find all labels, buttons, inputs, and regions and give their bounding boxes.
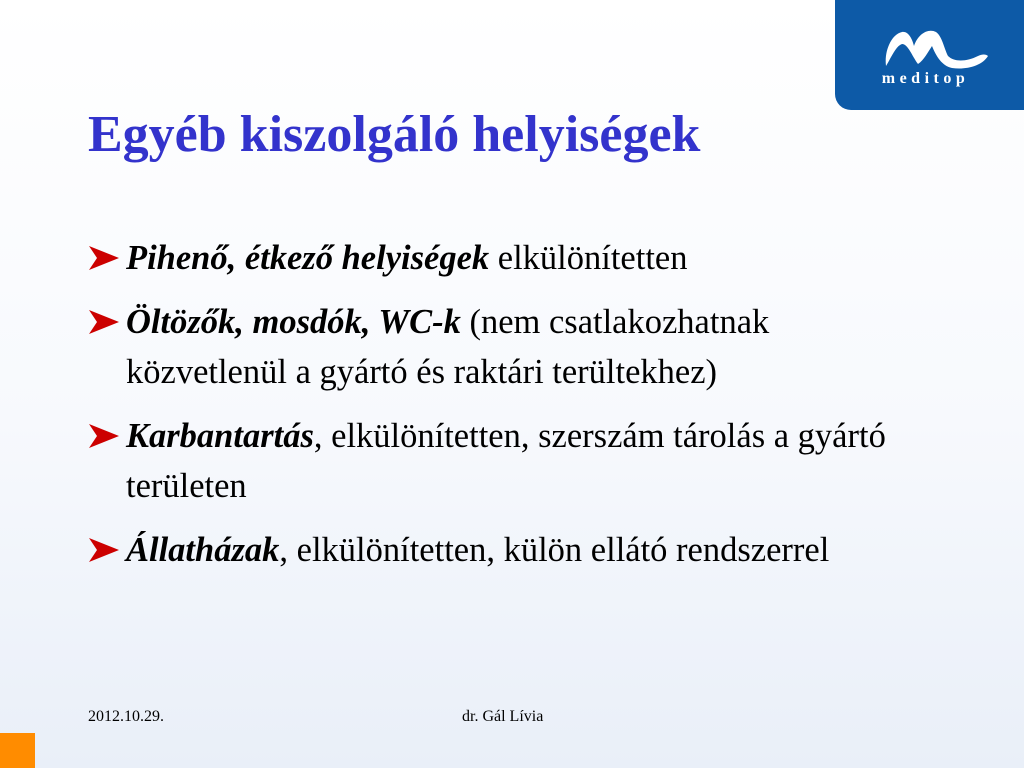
bullet-emphasis: Karbantartás <box>126 417 314 455</box>
logo-wordmark: meditop <box>881 70 970 87</box>
slide-title: Egyéb kiszolgáló helyiségek <box>88 106 701 163</box>
bullet-item <box>86 233 886 283</box>
bullet-text: , elkülönítetten, külön ellátó rendszerrel <box>279 531 830 569</box>
meditop-logo <box>835 0 1024 110</box>
arrow-right-icon <box>86 243 122 273</box>
bullet-item <box>86 525 886 575</box>
bullet-emphasis: Pihenő, étkező helyiségek <box>126 239 490 277</box>
corner-accent-square <box>0 733 35 768</box>
arrow-right-icon <box>86 421 122 451</box>
bullet-text: , elkülönítetten, szerszám tárolás a gyártó területen <box>126 417 886 505</box>
bullet-text: (nem csatlakozhatnak közvetlenül a gyártó és raktári terültekhez) <box>126 303 770 391</box>
meditop-logo-mark-icon <box>878 26 990 70</box>
arrow-right-icon <box>86 307 122 337</box>
bullet-item <box>86 297 886 397</box>
bullet-emphasis: Állatházak <box>126 531 280 569</box>
footer-date: 2012.10.29. <box>88 708 164 725</box>
arrow-right-icon <box>86 535 122 565</box>
bullet-emphasis: Öltözők, mosdók, WC-k <box>126 303 461 341</box>
bullet-list <box>86 233 886 589</box>
bullet-item <box>86 411 886 511</box>
footer-author: dr. Gál Lívia <box>462 708 544 725</box>
bullet-text: elkülönítetten <box>489 239 688 277</box>
